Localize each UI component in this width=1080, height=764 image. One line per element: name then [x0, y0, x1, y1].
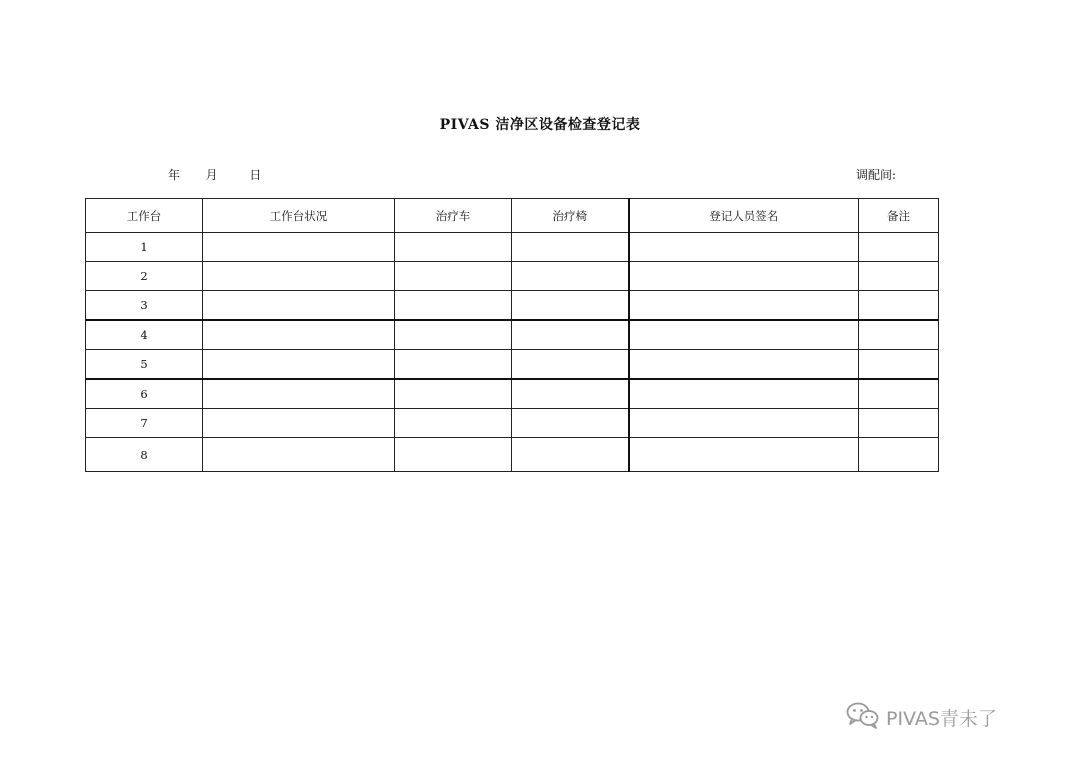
cell-signature[interactable]: [629, 262, 859, 291]
cell-workbench-status[interactable]: [203, 291, 395, 321]
cell-signature[interactable]: [629, 350, 859, 380]
table-row: [86, 438, 939, 472]
cell-treatment-cart[interactable]: [395, 379, 512, 409]
row-number: 1: [86, 233, 203, 262]
row-number: 8: [86, 438, 203, 472]
cell-signature[interactable]: [629, 409, 859, 438]
cell-signature[interactable]: [629, 320, 859, 350]
cell-remarks[interactable]: [859, 262, 939, 291]
table-row: [86, 379, 939, 409]
cell-signature[interactable]: [629, 233, 859, 262]
cell-workbench-status[interactable]: [203, 233, 395, 262]
cell-treatment-chair[interactable]: [512, 409, 629, 438]
table-row: [86, 262, 939, 291]
room-label: 调配间:: [856, 168, 897, 182]
cell-treatment-chair[interactable]: [512, 291, 629, 321]
header-signature: 登记人员签名: [629, 199, 859, 233]
cell-treatment-cart[interactable]: [395, 438, 512, 472]
cell-workbench-status[interactable]: [203, 262, 395, 291]
table-row: [86, 409, 939, 438]
watermark: [846, 702, 997, 732]
cell-workbench-status[interactable]: [203, 438, 395, 472]
cell-treatment-cart[interactable]: [395, 350, 512, 380]
cell-signature[interactable]: [629, 379, 859, 409]
row-number: 6: [86, 379, 203, 409]
table-row: [86, 350, 939, 380]
date-line: [168, 166, 261, 183]
cell-remarks[interactable]: [859, 350, 939, 380]
cell-signature[interactable]: [629, 438, 859, 472]
table-row: [86, 233, 939, 262]
cell-treatment-cart[interactable]: [395, 262, 512, 291]
cell-workbench-status[interactable]: [203, 379, 395, 409]
table-header-row: [86, 199, 939, 233]
date-day-label: 日: [249, 168, 262, 182]
cell-workbench-status[interactable]: [203, 350, 395, 380]
cell-remarks[interactable]: [859, 409, 939, 438]
watermark-text: PIVAS青未了: [886, 707, 997, 730]
header-treatment-cart: 治疗车: [395, 199, 512, 233]
cell-workbench-status[interactable]: [203, 320, 395, 350]
cell-remarks[interactable]: [859, 438, 939, 472]
date-year-label: 年: [168, 168, 181, 182]
cell-signature[interactable]: [629, 291, 859, 321]
cell-treatment-chair[interactable]: [512, 233, 629, 262]
cell-remarks[interactable]: [859, 291, 939, 321]
header-workbench: 工作台: [86, 199, 203, 233]
row-number: 3: [86, 291, 203, 321]
cell-treatment-cart[interactable]: [395, 233, 512, 262]
cell-remarks[interactable]: [859, 379, 939, 409]
cell-treatment-chair[interactable]: [512, 350, 629, 380]
cell-treatment-cart[interactable]: [395, 409, 512, 438]
cell-treatment-chair[interactable]: [512, 438, 629, 472]
cell-treatment-chair[interactable]: [512, 262, 629, 291]
header-workbench-status: 工作台状况: [203, 199, 395, 233]
header-treatment-chair: 治疗椅: [512, 199, 629, 233]
cell-treatment-cart[interactable]: [395, 320, 512, 350]
cell-treatment-chair[interactable]: [512, 320, 629, 350]
wechat-icon: [846, 701, 886, 734]
table-row: [86, 320, 939, 350]
cell-remarks[interactable]: [859, 233, 939, 262]
cell-treatment-chair[interactable]: [512, 379, 629, 409]
cell-workbench-status[interactable]: [203, 409, 395, 438]
date-month-label: 月: [205, 168, 218, 182]
cell-treatment-cart[interactable]: [395, 291, 512, 321]
row-number: 2: [86, 262, 203, 291]
header-remarks: 备注: [859, 199, 939, 233]
row-number: 7: [86, 409, 203, 438]
row-number: 5: [86, 350, 203, 380]
cell-remarks[interactable]: [859, 320, 939, 350]
page-title: PIVAS 洁净区设备检查登记表: [439, 117, 641, 133]
table-row: [86, 291, 939, 321]
registration-table: [85, 198, 939, 472]
row-number: 4: [86, 320, 203, 350]
